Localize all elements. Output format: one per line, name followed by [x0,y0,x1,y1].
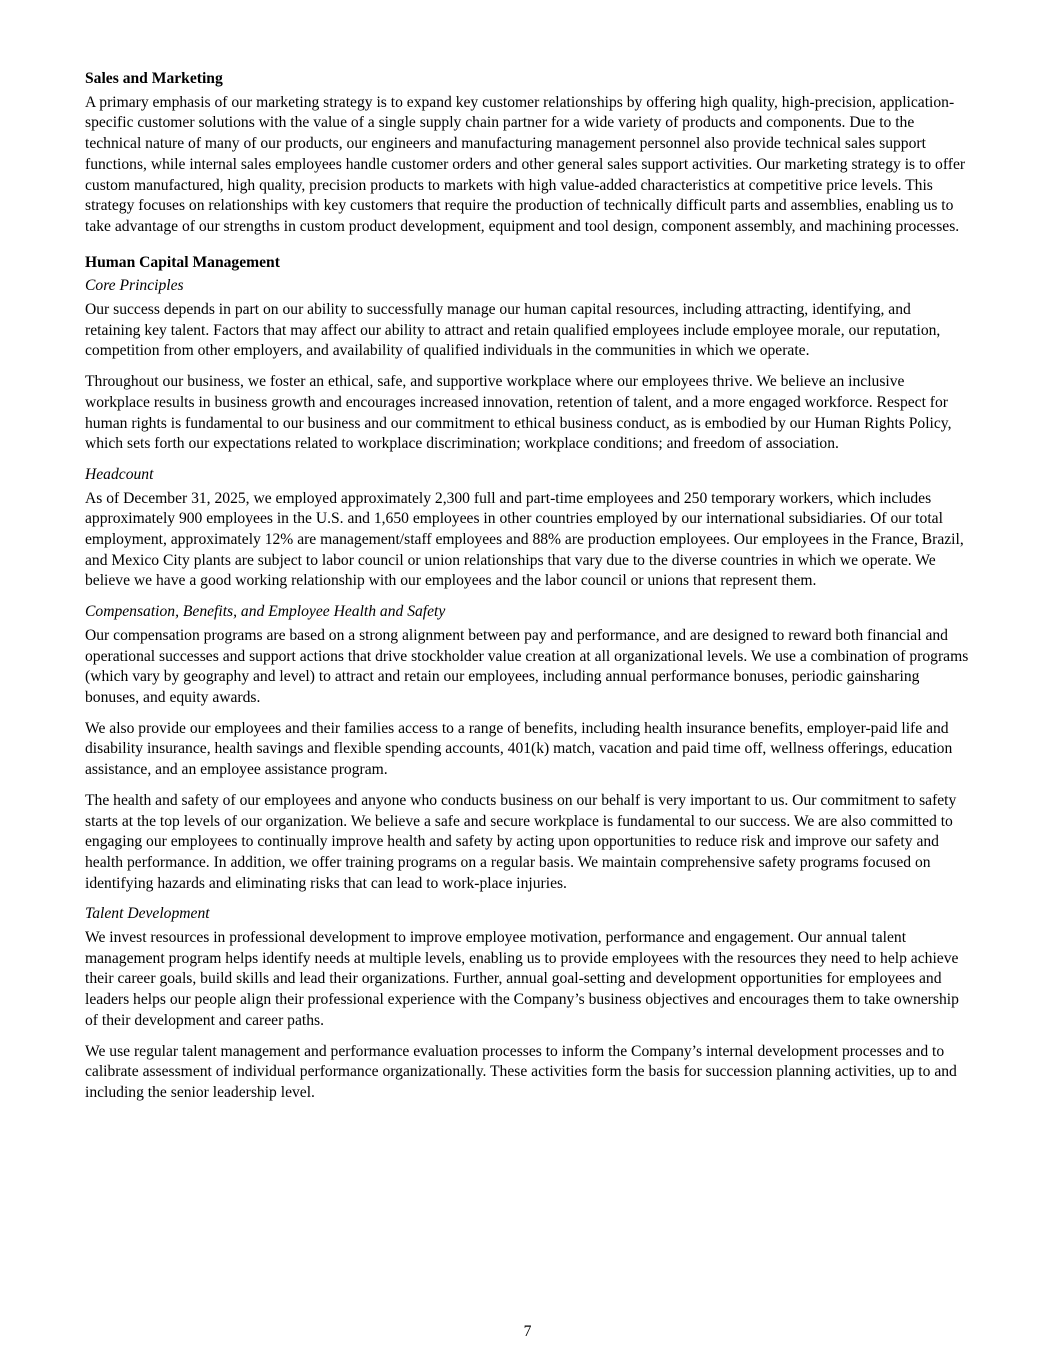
core-principles-heading: Core Principles [85,277,184,295]
talent-development-paragraph-2: We use regular talent management and performance evaluation processes to inform the Company’s internal development processes and to calibrate assessment of individual performance organizationally. These activities form the basis for succession planning activities, up to and including the senior leadership level. [85,1042,957,1101]
sales-marketing-paragraph: A primary emphasis of our marketing strategy is to expand key customer relationships by offering high quality, high-precision, application-specific customer solutions with the value of a single supply chain partner for a wide variety of products and components. Due to the technical nature of many of our products, our engineers and manufacturing management personnel also provide technical sales support functions, while internal sales employees handle customer orders and other general sales support activities. Our marketing strategy is to offer custom manufactured, high quality, precision products to markets with high value-added characteristics at competitive price levels. This strategy focuses on relationships with key customers that require the production of technically difficult parts and assemblies, enabling us to take advantage of our strengths in custom product development, equipment and tool design, component assembly, and machining processes. [85,93,966,235]
headcount-paragraph: As of December 31, 2025, we employed approximately 2,300 full and part-time employees and 250 temporary workers, which includes approximately 900 employees in the U.S. and 1,650 employees in other countries employed by our international subsidiaries. Of our total employment, approximately 12% are management/staff employees and 88% are production employees. Our employees in the France, Brazil, and Mexico City plants are subject to labor council or union relationships that vary due to the diverse countries in which we operate. We believe we have a good working relationship with our employees and the labor council or unions that represent them. [85,489,964,590]
document-page [85,69,970,1114]
headcount-heading: Headcount [85,465,154,483]
human-capital-section [85,253,970,1104]
compensation-heading: Compensation, Benefits, and Employee Health and Safety [85,603,446,621]
compensation-paragraph-1: Our compensation programs are based on a strong alignment between pay and performance, and are designed to reward both financial and operational successes and support actions that drive stockholder value creation at all organizational levels. We use a combination of programs (which vary by geography and level) to attract and retain our employees, including annual performance bonuses, periodic gainsharing bonuses, and equity awards. [85,626,969,706]
talent-development-heading: Talent Development [85,905,210,923]
core-principles-paragraph-1: Our success depends in part on our ability to successfully manage our human capital resources, including attracting, identifying, and retaining key talent. Factors that may affect our ability to attract and retain qualified employees include employee morale, our reputation, competition from other employers, and availability of qualified individuals in the communities in which we operate. [85,301,941,360]
human-capital-heading: Human Capital Management [85,253,280,271]
compensation-paragraph-3: The health and safety of our employees and anyone who conducts business on our behalf is very important to us. Our commitment to safety starts at the top levels of our organization. We believe a safe and secure workplace is fundamental to our success. We are also committed to engaging our employees to continually improve health and safety by acting upon opportunities to reduce risk and improve our safety and health performance. In addition, we offer training programs on a regular basis. We maintain comprehensive safety programs focused on identifying hazards and eliminating risks that can lead to work-place injuries. [85,791,957,892]
sales-marketing-heading: Sales and Marketing [85,70,223,87]
talent-development-paragraph-1: We invest resources in professional development to improve employee motivation, performance and engagement. Our annual talent management program helps identify needs at multiple levels, enabling us to provide employees with the resources they need to help achieve their career goals, build skills and lead their organizations. Further, annual goal-setting and development opportunities for employees and leaders helps our people align their professional experience with the Company’s business objectives and encourages them to take ownership of their development and career paths. [85,929,959,1029]
page-number: 7 [523,1323,532,1340]
compensation-paragraph-2: We also provide our employees and their families access to a range of benefits, including health insurance benefits, employer-paid life and disability insurance, health savings and flexible spending accounts, 401(k) match, vacation and paid time off, wellness offerings, education assistance, and an employee assistance program. [85,719,953,779]
core-principles-paragraph-2: Throughout our business, we foster an ethical, safe, and supportive workplace where our employees thrive. We believe an inclusive workplace results in business growth and encourages increased innovation, retention of talent, and a more engaged workforce. Respect for human rights is fundamental to our business and our commitment to ethical business conduct, as is embodied by our Human Rights Policy, which sets forth our expectations related to workplace discrimination; workplace conditions; and freedom of association. [85,373,952,453]
sales-marketing-section [85,69,970,238]
